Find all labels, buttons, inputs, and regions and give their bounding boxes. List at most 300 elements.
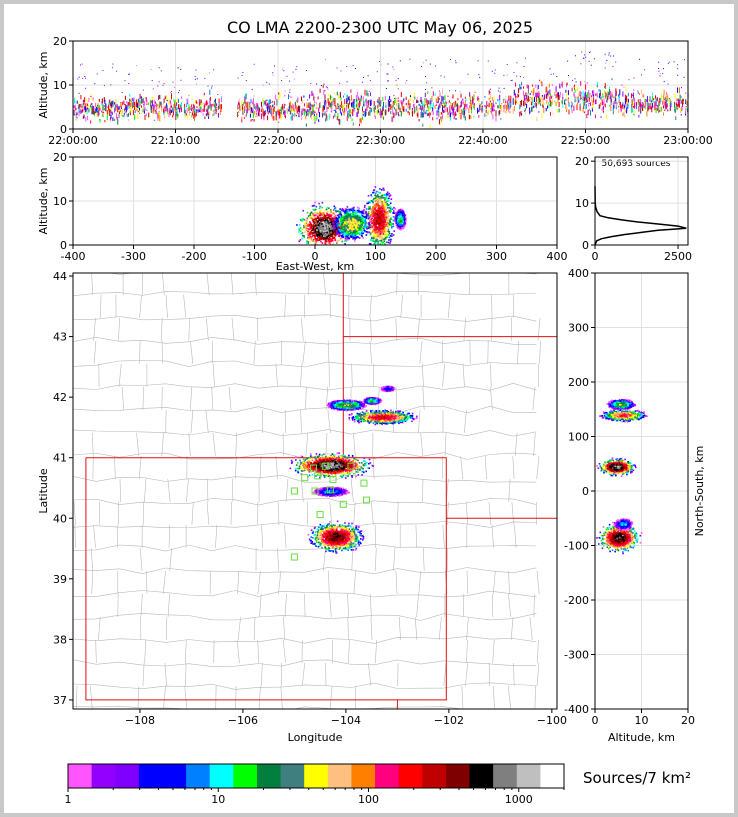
source-point <box>383 219 385 221</box>
source-point <box>480 105 481 107</box>
source-point <box>416 100 417 103</box>
source-point <box>567 108 568 110</box>
source-point <box>538 99 539 104</box>
source-point <box>471 103 472 107</box>
source-point <box>385 215 387 217</box>
source-point <box>196 83 197 84</box>
source-point <box>358 215 360 217</box>
source-point <box>77 101 78 104</box>
source-point <box>565 104 566 109</box>
source-point <box>239 99 240 102</box>
source-point <box>373 237 375 239</box>
source-point <box>337 92 338 96</box>
source-point <box>393 226 395 228</box>
source-point <box>318 119 319 122</box>
source-point <box>138 111 139 112</box>
source-point <box>343 231 345 233</box>
source-point <box>557 109 558 113</box>
source-point <box>621 85 622 86</box>
source-point <box>307 219 309 221</box>
source-point <box>528 89 529 93</box>
source-point <box>449 111 450 112</box>
source-point <box>256 110 257 113</box>
source-point <box>381 195 383 197</box>
source-point <box>602 102 603 105</box>
source-point <box>645 107 646 109</box>
source-point <box>358 224 360 226</box>
source-point <box>336 232 338 234</box>
source-point <box>122 102 123 105</box>
source-point <box>331 101 332 106</box>
source-point <box>425 76 426 77</box>
source-point <box>78 106 79 110</box>
source-point <box>670 102 671 107</box>
source-point <box>365 217 367 219</box>
source-point <box>327 89 328 90</box>
source-point <box>360 219 362 221</box>
source-point <box>628 99 629 103</box>
source-point <box>445 95 446 99</box>
source-point <box>178 92 179 93</box>
source-point <box>92 103 93 104</box>
source-point <box>540 104 541 106</box>
source-point <box>354 105 355 109</box>
source-point <box>347 232 349 234</box>
source-point <box>385 234 387 236</box>
source-point <box>585 92 586 95</box>
source-point <box>265 103 266 105</box>
source-point <box>296 66 297 67</box>
source-point <box>326 86 327 87</box>
source-point <box>350 116 351 119</box>
source-point <box>87 99 88 102</box>
source-point <box>145 107 146 109</box>
source-point <box>390 206 392 208</box>
source-point <box>382 220 384 222</box>
source-point <box>278 96 279 99</box>
source-point <box>618 106 619 108</box>
source-point <box>256 113 257 115</box>
x-tick-label: 22:20:00 <box>253 134 303 147</box>
source-point <box>295 114 296 116</box>
source-point <box>417 110 418 113</box>
source-point <box>386 234 388 236</box>
source-point <box>307 224 309 226</box>
source-point <box>128 113 129 117</box>
source-point <box>377 213 379 215</box>
source-point <box>281 114 282 120</box>
source-point <box>385 218 387 220</box>
source-point <box>282 69 283 70</box>
source-point <box>445 108 446 113</box>
source-point <box>389 193 391 195</box>
source-point <box>263 116 264 121</box>
source-point <box>326 209 328 211</box>
source-point <box>238 78 239 79</box>
source-point <box>121 106 122 108</box>
source-point <box>382 213 384 215</box>
source-point <box>585 57 586 58</box>
source-point <box>627 110 628 111</box>
source-point <box>99 119 100 121</box>
source-point <box>622 91 623 96</box>
source-point <box>421 100 422 104</box>
source-point <box>388 80 389 81</box>
source-point <box>190 107 191 110</box>
source-point <box>393 210 395 212</box>
source-point <box>450 59 451 60</box>
source-point <box>358 219 360 221</box>
source-point <box>652 96 653 101</box>
source-point <box>586 104 587 109</box>
source-point <box>77 117 78 118</box>
source-point <box>494 97 495 102</box>
source-point <box>621 105 622 111</box>
source-point <box>354 210 356 212</box>
source-point <box>368 103 369 105</box>
source-point <box>144 111 145 114</box>
source-point <box>79 104 80 109</box>
source-point <box>438 116 439 118</box>
source-point <box>566 110 567 113</box>
source-point <box>664 110 665 111</box>
source-point <box>378 191 380 193</box>
source-point <box>339 231 341 233</box>
source-point <box>347 111 348 114</box>
source-point <box>647 96 648 102</box>
source-point <box>398 115 399 117</box>
source-point <box>124 104 125 105</box>
source-point <box>516 98 517 102</box>
source-point <box>376 242 378 244</box>
source-point <box>616 91 617 96</box>
source-point <box>381 205 383 207</box>
source-point <box>327 211 329 213</box>
source-point <box>310 104 311 106</box>
source-point <box>382 214 384 216</box>
source-point <box>273 75 274 76</box>
source-point <box>324 215 326 217</box>
source-point <box>241 117 242 119</box>
source-point <box>610 56 611 57</box>
source-point <box>315 116 316 122</box>
source-point <box>657 105 658 107</box>
source-point <box>510 96 511 101</box>
source-point <box>326 218 328 220</box>
source-point <box>377 198 379 200</box>
source-point <box>677 108 678 109</box>
source-point <box>318 104 319 105</box>
source-point <box>333 116 334 119</box>
source-point <box>553 74 554 75</box>
source-point <box>307 212 309 214</box>
source-point <box>384 238 386 240</box>
source-point <box>539 80 540 81</box>
source-point <box>123 101 124 104</box>
source-point <box>93 99 94 101</box>
source-point <box>309 94 310 98</box>
source-point <box>304 225 306 227</box>
source-point <box>311 232 313 234</box>
source-point <box>267 100 268 101</box>
source-point <box>525 112 526 114</box>
source-point <box>309 221 311 223</box>
source-point <box>427 91 428 94</box>
source-point <box>117 119 118 124</box>
source-point <box>156 106 157 109</box>
source-point <box>430 100 431 104</box>
source-point <box>173 112 174 116</box>
source-point <box>668 63 669 64</box>
source-point <box>594 58 595 59</box>
source-point <box>611 103 612 104</box>
source-point <box>560 95 561 98</box>
source-point <box>310 95 311 96</box>
source-point <box>302 229 304 231</box>
source-point <box>104 120 105 122</box>
source-point <box>612 94 613 97</box>
source-point <box>318 213 320 215</box>
source-point <box>119 110 120 112</box>
source-point <box>293 105 294 111</box>
source-point <box>633 106 634 108</box>
source-point <box>380 108 381 111</box>
source-point <box>374 212 376 214</box>
source-point <box>346 211 348 213</box>
source-point <box>382 97 383 101</box>
source-point <box>368 195 370 197</box>
source-point <box>535 84 536 88</box>
source-point <box>307 231 309 233</box>
y-tick-label: 0 <box>60 123 67 136</box>
source-point <box>548 93 549 95</box>
source-point <box>376 191 378 193</box>
source-point <box>300 233 302 235</box>
source-point <box>161 104 162 108</box>
source-point <box>367 214 369 216</box>
source-point <box>165 105 166 107</box>
source-point <box>112 64 113 65</box>
source-point <box>379 192 381 194</box>
source-point <box>359 237 361 239</box>
source-point <box>484 96 485 98</box>
source-point <box>363 223 365 225</box>
source-point <box>481 101 482 104</box>
source-point <box>330 222 332 224</box>
source-point <box>650 103 651 109</box>
source-point <box>443 96 444 99</box>
source-point <box>302 100 303 104</box>
source-point <box>490 102 491 107</box>
source-point <box>513 99 514 104</box>
source-point <box>315 238 317 240</box>
source-point <box>196 106 197 108</box>
source-point <box>148 113 149 118</box>
source-point <box>677 98 678 100</box>
source-point <box>350 225 352 227</box>
source-point <box>312 235 314 237</box>
source-point <box>440 104 441 108</box>
source-point <box>312 229 314 231</box>
source-point <box>279 92 280 97</box>
source-point <box>596 99 597 103</box>
source-point <box>331 107 332 113</box>
source-point <box>347 227 349 229</box>
source-point <box>661 94 662 99</box>
source-point <box>278 93 279 95</box>
source-point <box>385 205 387 207</box>
source-point <box>494 105 495 108</box>
source-point <box>463 101 464 104</box>
source-point <box>173 99 174 101</box>
source-point <box>315 112 316 114</box>
source-point <box>365 90 366 96</box>
source-point <box>166 96 167 101</box>
source-point <box>359 221 361 223</box>
source-point <box>595 115 596 119</box>
source-point <box>327 221 329 223</box>
source-point <box>328 107 329 109</box>
source-point <box>427 100 428 105</box>
source-point <box>90 96 91 97</box>
source-point <box>572 102 573 106</box>
source-point <box>74 114 75 115</box>
source-point <box>385 102 386 106</box>
source-point <box>348 210 350 212</box>
source-point <box>396 80 397 81</box>
source-point <box>387 81 388 82</box>
source-point <box>410 97 411 101</box>
source-point <box>387 74 388 75</box>
source-point <box>103 113 104 116</box>
source-point <box>589 52 590 53</box>
source-point <box>360 228 362 230</box>
source-point <box>603 106 604 108</box>
source-point <box>366 208 368 210</box>
source-point <box>330 235 332 237</box>
source-point <box>195 114 196 118</box>
source-point <box>526 104 527 108</box>
source-point <box>333 222 335 224</box>
source-point <box>140 102 141 104</box>
source-point <box>203 109 204 112</box>
source-point <box>76 120 77 121</box>
source-point <box>259 113 260 115</box>
source-point <box>207 102 208 104</box>
source-point <box>370 240 372 242</box>
source-point <box>74 105 75 107</box>
source-point <box>387 220 389 222</box>
source-point <box>552 84 553 86</box>
source-point <box>161 108 162 112</box>
source-point <box>326 232 328 234</box>
source-point <box>308 106 309 108</box>
source-point <box>138 102 139 106</box>
source-point <box>684 59 685 60</box>
source-point <box>363 77 364 78</box>
source-point <box>567 61 568 62</box>
source-point <box>307 99 308 100</box>
source-point <box>680 102 681 104</box>
source-point <box>413 100 414 104</box>
source-point <box>552 113 553 114</box>
source-point <box>94 83 95 84</box>
source-point <box>500 92 501 93</box>
source-point <box>440 92 441 97</box>
source-point <box>677 64 678 65</box>
source-point <box>419 104 420 106</box>
source-point <box>387 192 389 194</box>
source-point <box>219 102 220 107</box>
source-point <box>660 73 661 74</box>
source-point <box>668 83 669 84</box>
source-point <box>433 103 434 108</box>
source-point <box>550 112 551 116</box>
source-point <box>347 238 349 240</box>
source-point <box>300 231 302 233</box>
source-point <box>530 111 531 113</box>
source-point <box>363 112 364 114</box>
source-point <box>268 111 269 114</box>
source-point <box>329 101 330 104</box>
source-point <box>266 82 267 83</box>
source-point <box>340 220 342 222</box>
source-point <box>95 103 96 107</box>
source-point <box>655 95 656 97</box>
source-point <box>185 115 186 117</box>
source-point <box>505 101 506 103</box>
source-point <box>94 111 95 114</box>
source-point <box>321 220 323 222</box>
source-point <box>615 98 616 101</box>
source-point <box>383 116 384 119</box>
source-point <box>663 105 664 108</box>
source-point <box>597 85 598 87</box>
source-point <box>354 220 356 222</box>
source-point <box>284 95 285 96</box>
source-point <box>532 100 533 106</box>
source-point <box>243 102 244 106</box>
source-point <box>274 66 275 67</box>
source-point <box>330 240 332 242</box>
source-point <box>174 87 175 88</box>
source-point <box>375 106 376 109</box>
source-point <box>473 116 474 117</box>
source-point <box>351 214 353 216</box>
source-point <box>454 113 455 119</box>
source-point <box>254 95 255 97</box>
source-point <box>203 102 204 105</box>
source-point <box>589 61 590 62</box>
source-point <box>656 107 657 113</box>
source-point <box>562 100 563 104</box>
source-point <box>516 76 517 77</box>
source-point <box>501 106 502 110</box>
source-point <box>564 103 565 105</box>
source-point <box>188 95 189 96</box>
source-point <box>393 230 395 232</box>
source-point <box>317 216 319 218</box>
source-point <box>374 112 375 116</box>
source-point <box>375 214 377 216</box>
source-point <box>125 96 126 100</box>
source-point <box>378 222 380 224</box>
source-point <box>326 221 328 223</box>
source-point <box>332 214 334 216</box>
source-point <box>384 217 386 219</box>
source-point <box>357 230 359 232</box>
source-point <box>178 104 179 109</box>
